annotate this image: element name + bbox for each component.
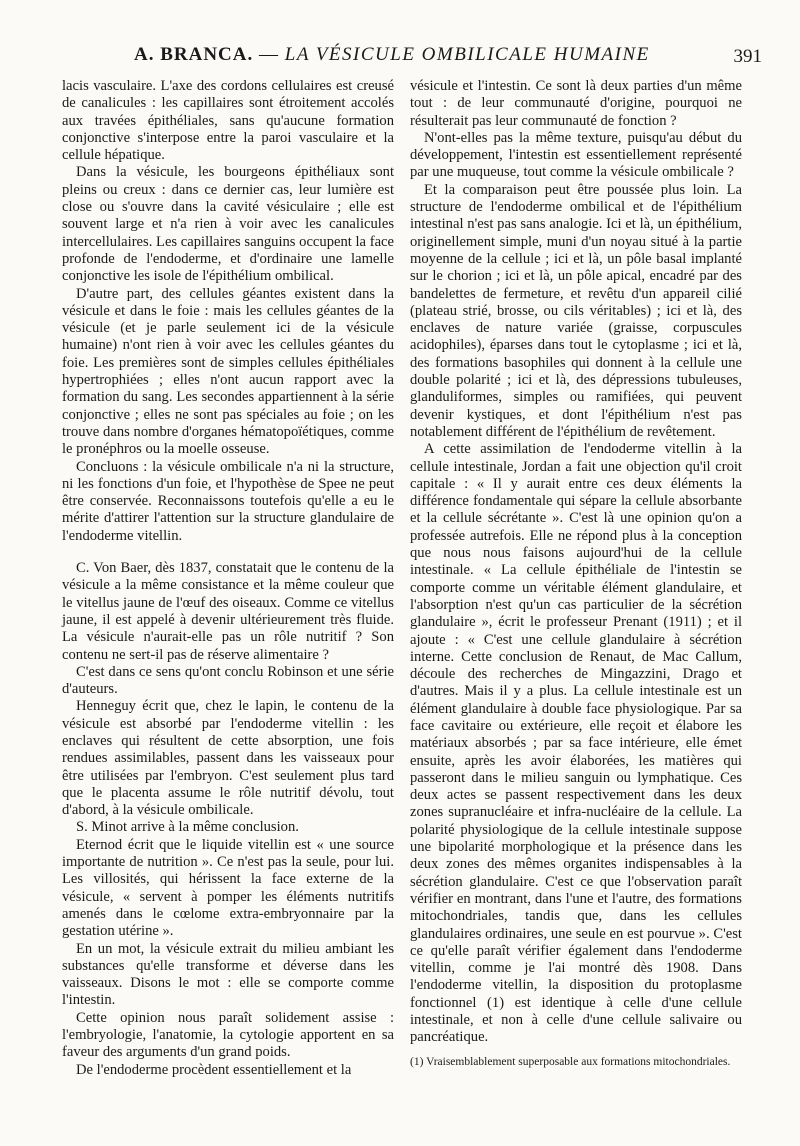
paragraph: Concluons : la vésicule ombilicale n'a ni la structure, ni les fonctions d'un foie, et l'hypothèse de Spee ne peut être conservée. Reconnaissons toutefois qu'elle a eu le mérite d'attirer l'attention sur la structure glandulaire de l'endoderme vitellin. [62, 458, 394, 544]
paragraph: De l'endoderme procèdent essentiellement et la [76, 1061, 352, 1078]
paragraph: vésicule et l'intestin. Ce sont là deux parties d'un même tout : de leur communauté d'origine, pourquoi ne résulterait pas leur communauté de fonction ? [410, 78, 742, 129]
paragraph: Eternod écrit que le liquide vitellin est « une source importante de nutrition ». Ce n'est pas la seule, pour lui. Les villosités, qui hérissent la face externe de la vésicule, « servent à pomper les éléments nutritifs amenés dans le cœlome extra-embryonnaire par la gestation utérine ». [62, 836, 394, 940]
running-head-dash: — [253, 44, 285, 65]
paragraph: D'autre part, des cellules géantes existent dans la vésicule et dans le foie : mais les cellules géantes de la vésicule (et je parle seulement ici de la vésicule humaine) n'ont rien à voir avec les cellules géantes du foie. Les premières sont de simples cellules épithéliales hypertrophiées ; elles n'ont aucun rapport avec la formation du sang. Les secondes appartiennent à la série conjonctive ; elles ne sont pas spéciales au foie ; on les trouve dans nombre d'organes hématopoïétiques, comme le pronéphros ou la moelle osseuse. [62, 285, 394, 458]
paragraph: Dans la vésicule, les bourgeons épithéliaux sont pleins ou creux : dans ce dernier cas, leur lumière est close ou s'ouvre dans la cavité vésiculaire ; elle est souvent large et n'a rien à voir avec les canalicules intercellulaires. Les capillaires sanguins occupent la face profonde de l'endoderme, et d'ordinaire une lamelle conjonctive les isole de l'épithélium ombilical. [62, 164, 394, 285]
paragraph: A cette assimilation de l'endoderme vitellin à la cellule intestinale, Jordan a fait une objection qu'il croit capitale : « Il y aurait entre ces deux éléments la différence fondamentale qui sépare la cellule absorbante et la cellule sécrétante ». C'est là une opinion qu'on a professée autrefois. Elle ne répond plus à la conception que nous nous faisons aujourd'hui de la cellule intestinale. « La cellule épithéliale de l'intestin se comporte comme un véritable élément glandulaire, et l'absorption n'est qu'un cas particulier de la sécrétion glandulaire », écrit le professeur Prenant (1911) ; et il ajoute : « C'est une cellule glandulaire à sécrétion interne. Cette conclusion de Renaut, de Mac Callum, découle des recherches de Mingazzini, Drago et d'autres. Mais il y a plus. La cellule intestinale est un élément glandulaire à double face physiologique. Par sa face cavitaire ou extérieure, elle reçoit et élabore les matériaux absorbés ; par sa face intérieure, elle émet ensuite, après les avoir élaborées, les matières qui passeront dans le milieu sanguin ou lymphatique. Ces deux actes se passent respectivement dans les deux zones supranucléaire et infra-nucléaire de la cellule. La polarité physiologique de la cellule intestinale suppose une bipolarité morphologique et la présence dans les deux zones des mêmes organites indispensables à la sécrétion glandulaire. C'est ce que l'observation paraît vérifier en montrant, dans l'une et l'autre, des formations mitochondriales, tandis que, dans les cellules glandulaires ordinaires, une seule en est pourvue ». C'est ce qu'elle paraît vérifier également dans l'endoderme vitellin, comme je l'ai montré dès 1908. Dans l'endoderme vitellin, la disposition du protoplasme fonctionnel (1) est identique à celle d'une cellule intestinale, et non à celle d'une cellule salivaire ou pancréatique. [410, 441, 742, 1046]
paragraph: N'ont-elles pas la même texture, puisqu'au début du développement, l'intestin est essentiellement représenté par une muqueuse, tout comme la vésicule ombilicale ? [410, 129, 742, 181]
paragraph: Cette opinion nous paraît solidement assise : l'embryologie, l'anatomie, la cytologie apportent en sa faveur des arguments d'un grand poids. [62, 1009, 394, 1061]
right-column [410, 78, 742, 1069]
paragraph: Henneguy écrit que, chez le lapin, le contenu de la vésicule est absorbé par l'endoderme vitellin : les enclaves qui résultent de cette absorption, une fois rendues assimilables, passent dans les vaisseaux pour être utilisées par l'embryon. C'est seulement plus tard que le placenta assume le rôle nutritif dévolu, tout d'abord, à la vésicule ombilicale. [62, 698, 394, 819]
page-number: 391 [733, 46, 762, 67]
paragraph: C'est dans ce sens qu'ont conclu Robinson et une série d'auteurs. [62, 663, 394, 698]
left-column [62, 78, 394, 1079]
paragraph: C. Von Baer, dès 1837, constatait que le contenu de la vésicule a la même consistance et la même couleur que le vitellus jaune de l'œuf des oiseaux. Comme ce vitellus jaune, il est appelé à devenir ultérieurement très fluide. La vésicule n'aurait-elle pas un rôle nutritif ? Son contenu ne sert-il pas de réserve alimentaire ? [62, 560, 394, 663]
running-head-author: A. BRANCA. [134, 44, 254, 65]
paragraph: En un mot, la vésicule extrait du milieu ambiant les substances qu'elle transforme et déverse dans les vaisseaux. Disons le mot : elle se comporte comme l'intestin. [62, 940, 394, 1009]
running-head-title: LA VÉSICULE OMBILICALE HUMAINE [284, 44, 650, 65]
paragraph: Et la comparaison peut être poussée plus loin. La structure de l'endoderme ombilical et de l'épithélium intestinal n'est pas sans analogie. Ici et là, un épithélium, originellement simple, muni d'un noyau situé à la partie moyenne de la cellule ; ici et là, un pôle basal implanté sur le chorion ; ici et là, un pôle apical, encadré par des bandelettes de fermeture, et revêtu d'un appareil cilié (plateau strié, brosse, ou cils véritables) ; ici et là, des enclaves de nature variée (graisse, corpuscules acidophiles), éparses dans tout le cytoplasme ; ici et là, des formations basophiles qui donnent à la cellule une double polarité ; ici et là, des dépressions tubuleuses, glanduliformes, simples ou ramifiées, qui peuvent devenir kystiques, et dont l'épithélium n'est pas notablement différent de l'épithélium de revêtement. [410, 181, 742, 440]
footnote: (1) Vraisemblablement superposable aux formations mitochondriales. [410, 1055, 731, 1068]
running-head [134, 44, 650, 66]
running-header [60, 44, 772, 72]
paragraph: lacis vasculaire. L'axe des cordons cellulaires est creusé de canalicules : les capillaires sont étroitement accolés aux travées épithéliales, sans qu'aucune formation conjonctive s'interpose entre la paroi vasculaire et la cellule hépatique. [62, 78, 394, 164]
paragraph: S. Minot arrive à la même conclusion. [76, 819, 299, 836]
